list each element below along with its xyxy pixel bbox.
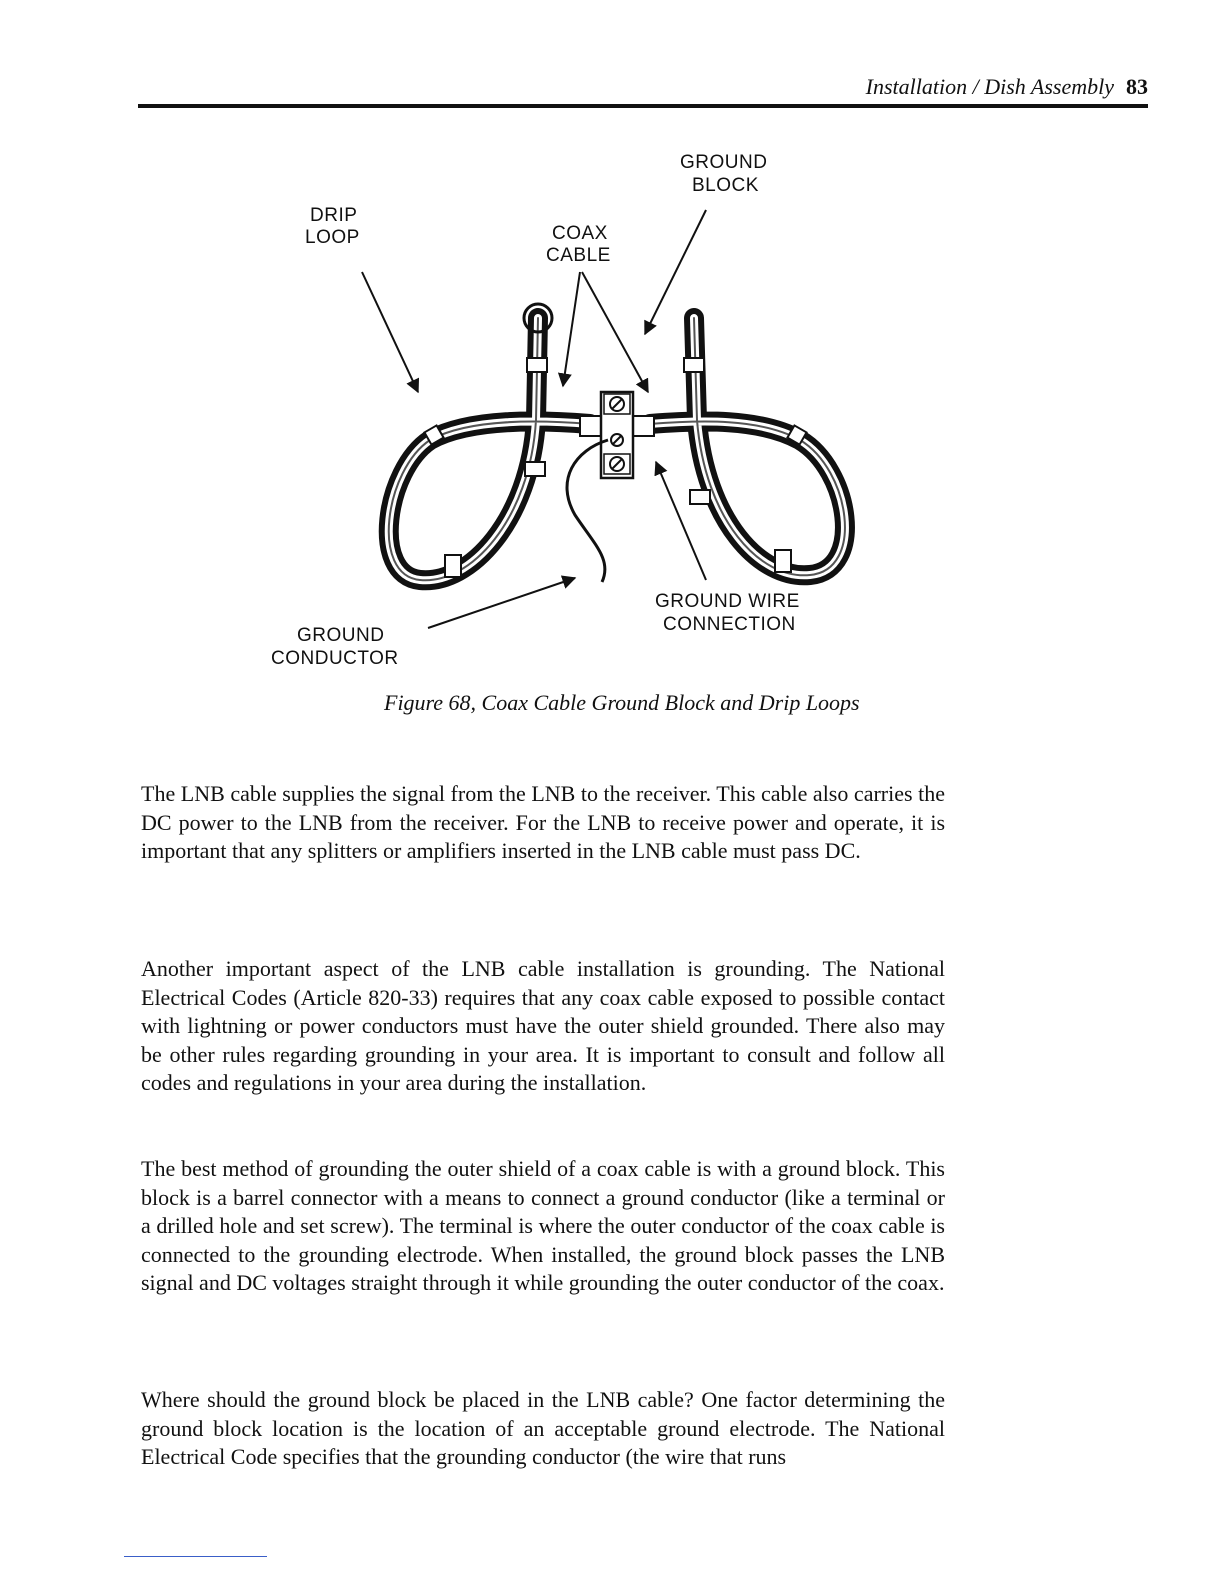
footnote-rule bbox=[124, 1556, 267, 1557]
label-coax-cable-line1: COAX bbox=[552, 223, 608, 244]
paragraph-2: Another important aspect of the LNB cable installation is grounding. The National Electrical Codes (Article 820-33) requires that any coax cable exposed to possible contact with lightning or power conductors must have the outer shield grounded. There also may be other rules regarding grounding in your area. It is important to consult and follow all codes and regulations in your area during the installation. bbox=[141, 956, 945, 1095]
label-ground-conductor-line1: GROUND bbox=[297, 625, 385, 646]
label-ground-wire-line1: GROUND WIRE bbox=[655, 591, 800, 612]
paragraph-3: The best method of grounding the outer shield of a coax cable is with a ground block. This block is a barrel connector with a means to connect a ground conductor (like a terminal or a drilled hole and set screw). The terminal is where the outer conductor of the coax cable is connected to the grounding electrode. When installed, the ground block passes the LNB signal and DC voltages straight through it while grounding the outer conductor of the coax. bbox=[141, 1156, 945, 1295]
paragraph-1: The LNB cable supplies the signal from the LNB to the receiver. This cable also carries the DC power to the LNB from the receiver. For the LNB to receive power and operate, it is important that any splitters or amplifiers inserted in the LNB cable must pass DC. bbox=[141, 781, 945, 863]
figure-68-diagram bbox=[0, 0, 1224, 760]
label-ground-conductor-line2: CONDUCTOR bbox=[271, 648, 399, 669]
ground-block bbox=[601, 392, 633, 478]
figure-caption: Figure 68, Coax Cable Ground Block and Drip Loops bbox=[384, 690, 860, 715]
label-ground-wire-line2: CONNECTION bbox=[663, 614, 796, 635]
label-ground-block-line1: GROUND bbox=[680, 152, 768, 173]
label-drip-loop-line1: DRIP bbox=[310, 205, 358, 226]
label-ground-block-line2: BLOCK bbox=[692, 175, 759, 196]
right-drip-loop bbox=[650, 318, 845, 575]
header-title: Installation / Dish Assembly bbox=[865, 74, 1114, 99]
paragraph-4: Where should the ground block be placed in the LNB cable? One factor determining the ground block location is the location of an acceptable ground electrode. The National Electrical Code specifies that the grounding conductor (the wire that runs bbox=[141, 1387, 945, 1469]
left-drip-loop bbox=[389, 304, 590, 580]
label-coax-cable-line2: CABLE bbox=[546, 245, 611, 266]
label-drip-loop-line2: LOOP bbox=[305, 227, 360, 248]
page-number: 83 bbox=[1126, 74, 1148, 99]
